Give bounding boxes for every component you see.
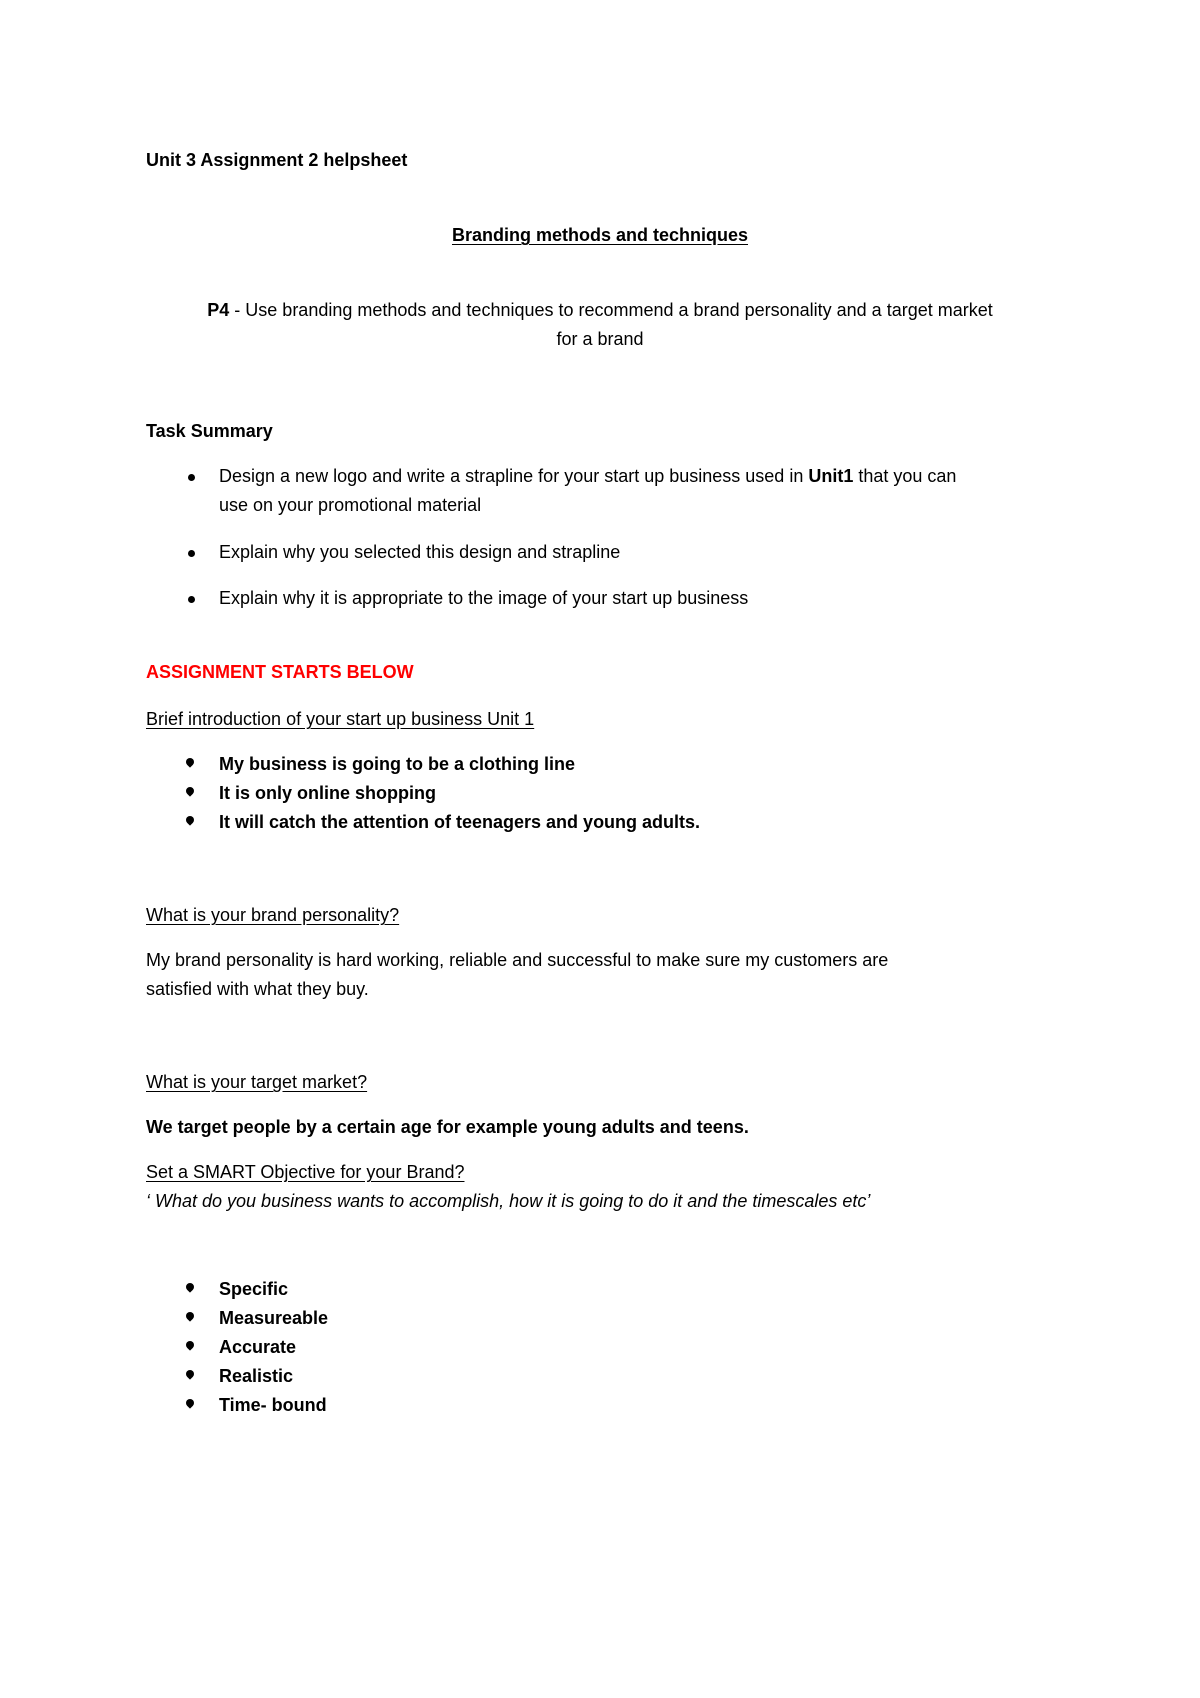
arrow-bullet-icon	[184, 785, 195, 796]
personality-text-line-1: My brand personality is hard working, reliable and successful to make sure my customers are	[146, 950, 889, 970]
smart-item-specific: Specific	[219, 1279, 289, 1299]
task-item-3: Explain why it is appropriate to the image of your start up business	[219, 588, 749, 608]
smart-heading: Set a SMART Objective for your Brand?	[146, 1162, 465, 1182]
criteria-line-2: for a brand	[556, 329, 644, 349]
task-item-1-line-1	[219, 462, 956, 491]
arrow-bullet-icon	[184, 1310, 195, 1321]
task-item-1-line-2: use on your promotional material	[219, 495, 482, 515]
criteria-line-1	[0, 296, 1200, 325]
arrow-bullet-icon	[184, 756, 195, 767]
target-heading: What is your target market?	[146, 1072, 368, 1092]
arrow-bullet-icon	[184, 1397, 195, 1408]
intro-item-2: It is only online shopping	[219, 783, 436, 803]
arrow-bullet-icon	[184, 1281, 195, 1292]
task-summary-heading: Task Summary	[146, 421, 273, 441]
arrow-bullet-icon	[184, 1368, 195, 1379]
intro-item-3: It will catch the attention of teenagers and young adults.	[219, 812, 701, 832]
bullet-icon	[188, 596, 195, 603]
smart-item-time-bound: Time- bound	[219, 1395, 327, 1415]
section-heading	[0, 221, 1200, 250]
bullet-icon	[188, 474, 195, 481]
arrow-bullet-icon	[184, 814, 195, 825]
task-item-1-text-a: Design a new logo and write a strapline for your start up business used in	[219, 466, 809, 486]
intro-heading: Brief introduction of your start up business Unit 1	[146, 709, 535, 729]
personality-heading: What is your brand personality?	[146, 905, 400, 925]
target-text: We target people by a certain age for example young adults and teens.	[146, 1117, 749, 1137]
smart-prompt: ‘ What do you business wants to accomplish, how it is going to do it and the timescales etc’	[146, 1191, 871, 1211]
criteria-label: P4	[207, 300, 230, 320]
intro-item-1: My business is going to be a clothing line	[219, 754, 576, 774]
assignment-banner: ASSIGNMENT STARTS BELOW	[146, 662, 414, 682]
criteria-text-1: - Use branding methods and techniques to recommend a brand personality and a target market	[229, 300, 993, 320]
smart-item-measureable: Measureable	[219, 1308, 329, 1328]
document-title: Unit 3 Assignment 2 helpsheet	[146, 150, 408, 170]
task-item-1-text-b: that you can	[853, 466, 957, 486]
arrow-bullet-icon	[184, 1339, 195, 1350]
task-item-2: Explain why you selected this design and strapline	[219, 542, 621, 562]
smart-item-accurate: Accurate	[219, 1337, 297, 1357]
bullet-icon	[188, 550, 195, 557]
task-item-1-unit: Unit1	[808, 466, 854, 486]
personality-text-line-2: satisfied with what they buy.	[146, 979, 369, 999]
section-heading-text: Branding methods and techniques	[451, 225, 749, 245]
smart-item-realistic: Realistic	[219, 1366, 294, 1386]
